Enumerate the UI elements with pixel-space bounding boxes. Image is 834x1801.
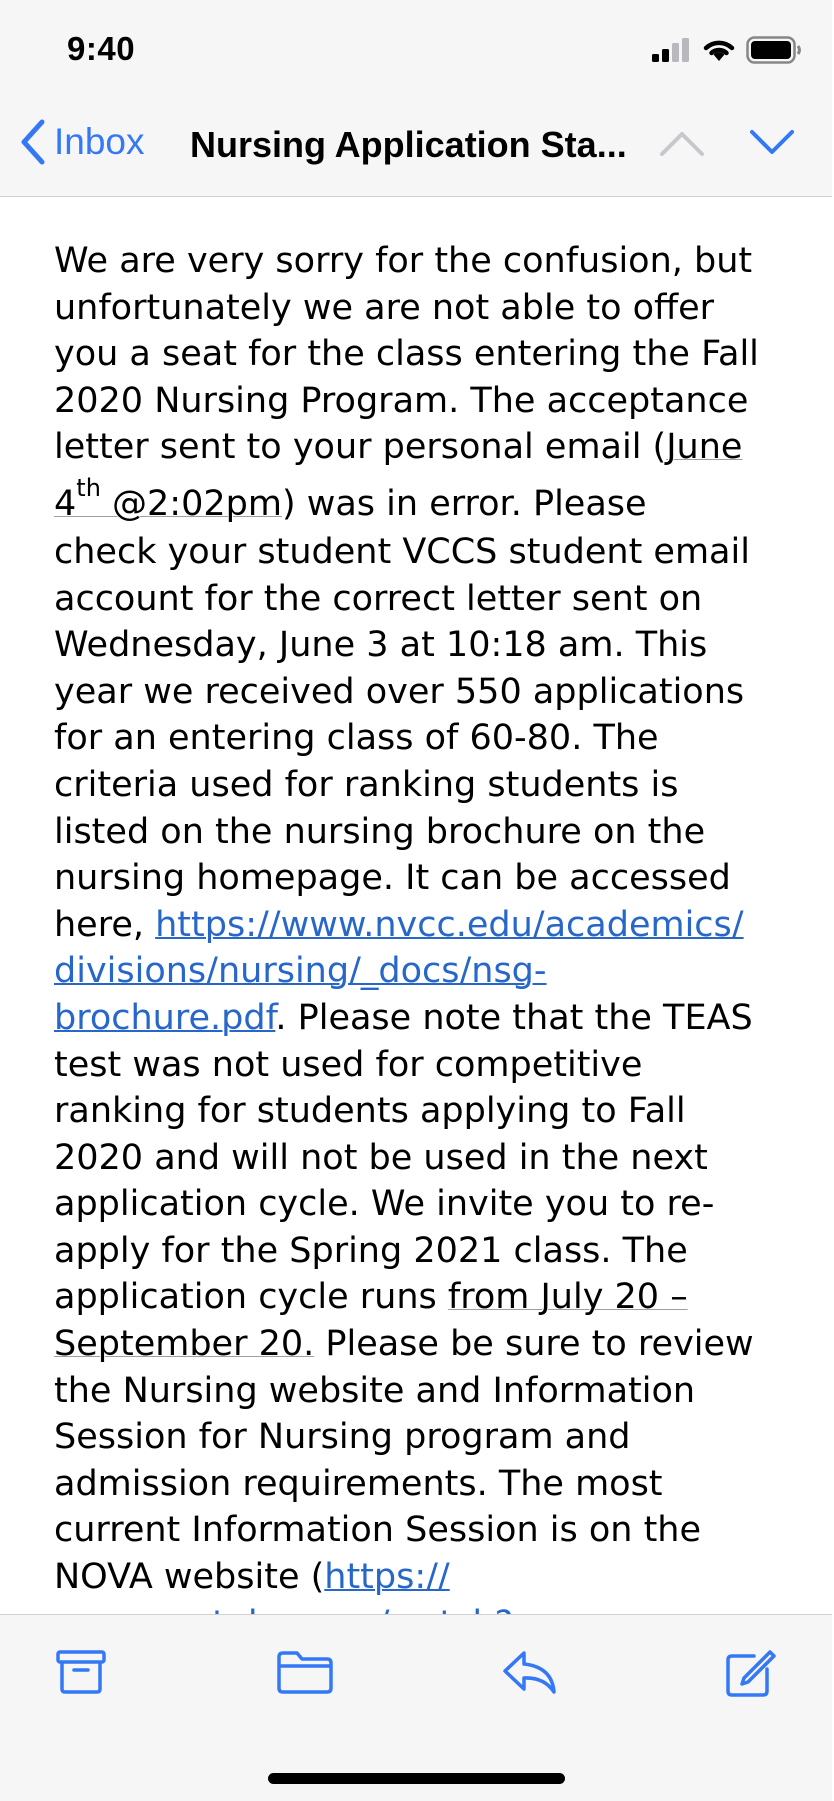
email-subject-title: Nursing Application Sta...: [190, 124, 627, 165]
body-line: [54, 424, 834, 471]
body-line: unfortunately we are not able to offer: [54, 287, 715, 328]
body-line: [54, 1554, 834, 1601]
wifi-icon: [702, 37, 736, 63]
body-line: check your student VCCS student email: [54, 531, 750, 572]
body-line: apply for the Spring 2021 class. The: [54, 1230, 688, 1271]
body-line: test was not used for competitive: [54, 1044, 643, 1085]
body-line: 2020 and will not be used in the next: [54, 1137, 708, 1178]
back-label: Inbox: [54, 121, 145, 162]
body-line: criteria used for ranking students is: [54, 764, 679, 805]
next-message-button[interactable]: [748, 128, 796, 162]
status-time: 9:40: [67, 30, 136, 67]
body-line: [54, 1274, 834, 1321]
brochure-link[interactable]: brochure.pdf: [54, 997, 276, 1038]
date-detected-text[interactable]: from July 20 –: [447, 1277, 688, 1318]
body-line: [54, 995, 834, 1042]
body-line: [54, 1321, 834, 1368]
brochure-link[interactable]: https://www.nvcc.edu/academics/: [155, 904, 744, 945]
body-line: [54, 902, 834, 949]
body-line: year we received over 550 applications: [54, 671, 745, 712]
back-to-inbox-button[interactable]: [18, 118, 145, 166]
body-line: account for the correct letter sent on: [54, 578, 703, 619]
body-line: 2020 Nursing Program. The acceptance: [54, 380, 749, 421]
cellular-signal-icon: [652, 38, 692, 62]
nav-row: [0, 110, 832, 180]
body-line: admission requirements. The most: [54, 1463, 663, 1504]
youtube-link[interactable]: https://: [324, 1557, 450, 1598]
chevron-left-icon: [18, 118, 48, 166]
reply-icon: [502, 1649, 558, 1695]
body-line: Wednesday, June 3 at 10:18 am. This: [54, 625, 708, 666]
reply-button[interactable]: [502, 1649, 558, 1699]
archive-icon: [56, 1649, 106, 1695]
body-line: We are very sorry for the confusion, but: [54, 241, 753, 281]
body-line: [54, 471, 834, 529]
brochure-link[interactable]: divisions/nursing/_docs/nsg-: [54, 951, 547, 992]
move-to-folder-button[interactable]: [276, 1649, 334, 1699]
chevron-down-icon: [748, 128, 796, 158]
compose-icon: [724, 1649, 776, 1699]
compose-button[interactable]: [724, 1649, 776, 1703]
previous-message-button[interactable]: [658, 128, 706, 162]
date-detected-text[interactable]: 4th @2:02pm: [54, 473, 282, 524]
body-line: you a seat for the class entering the Fall: [54, 334, 759, 375]
date-detected-text[interactable]: June: [666, 427, 743, 468]
body-text: NOVA website (: [54, 1557, 325, 1598]
date-detected-text[interactable]: September 20.: [54, 1324, 315, 1365]
battery-icon: [746, 36, 802, 64]
body-line: Session for Nursing program and: [54, 1417, 631, 1458]
status-icons: [652, 36, 802, 64]
body-line: [54, 948, 834, 995]
body-line: the Nursing website and Information: [54, 1370, 696, 1411]
body-text: letter sent to your personal email (: [54, 427, 667, 468]
body-text: . Please note that the TEAS: [275, 997, 753, 1038]
archive-button[interactable]: [56, 1649, 106, 1699]
body-text: application cycle runs: [54, 1277, 448, 1318]
home-indicator[interactable]: [268, 1773, 565, 1784]
body-line: application cycle. We invite you to re-: [54, 1184, 715, 1225]
body-text: here,: [54, 904, 156, 945]
body-line: listed on the nursing brochure on the: [54, 811, 706, 852]
body-line: for an entering class of 60-80. The: [54, 718, 659, 759]
bottom-toolbar: [0, 1614, 832, 1801]
body-line: nursing homepage. It can be accessed: [54, 858, 731, 899]
top-bar: [0, 0, 832, 197]
folder-icon: [276, 1649, 334, 1695]
body-line: ranking for students applying to Fall: [54, 1091, 686, 1132]
body-line: current Information Session is on the: [54, 1510, 702, 1551]
body-text: Please be sure to review: [314, 1324, 754, 1365]
email-body: [54, 238, 834, 1610]
body-text: ) was in error. Please: [281, 483, 647, 524]
chevron-up-icon: [658, 128, 706, 158]
